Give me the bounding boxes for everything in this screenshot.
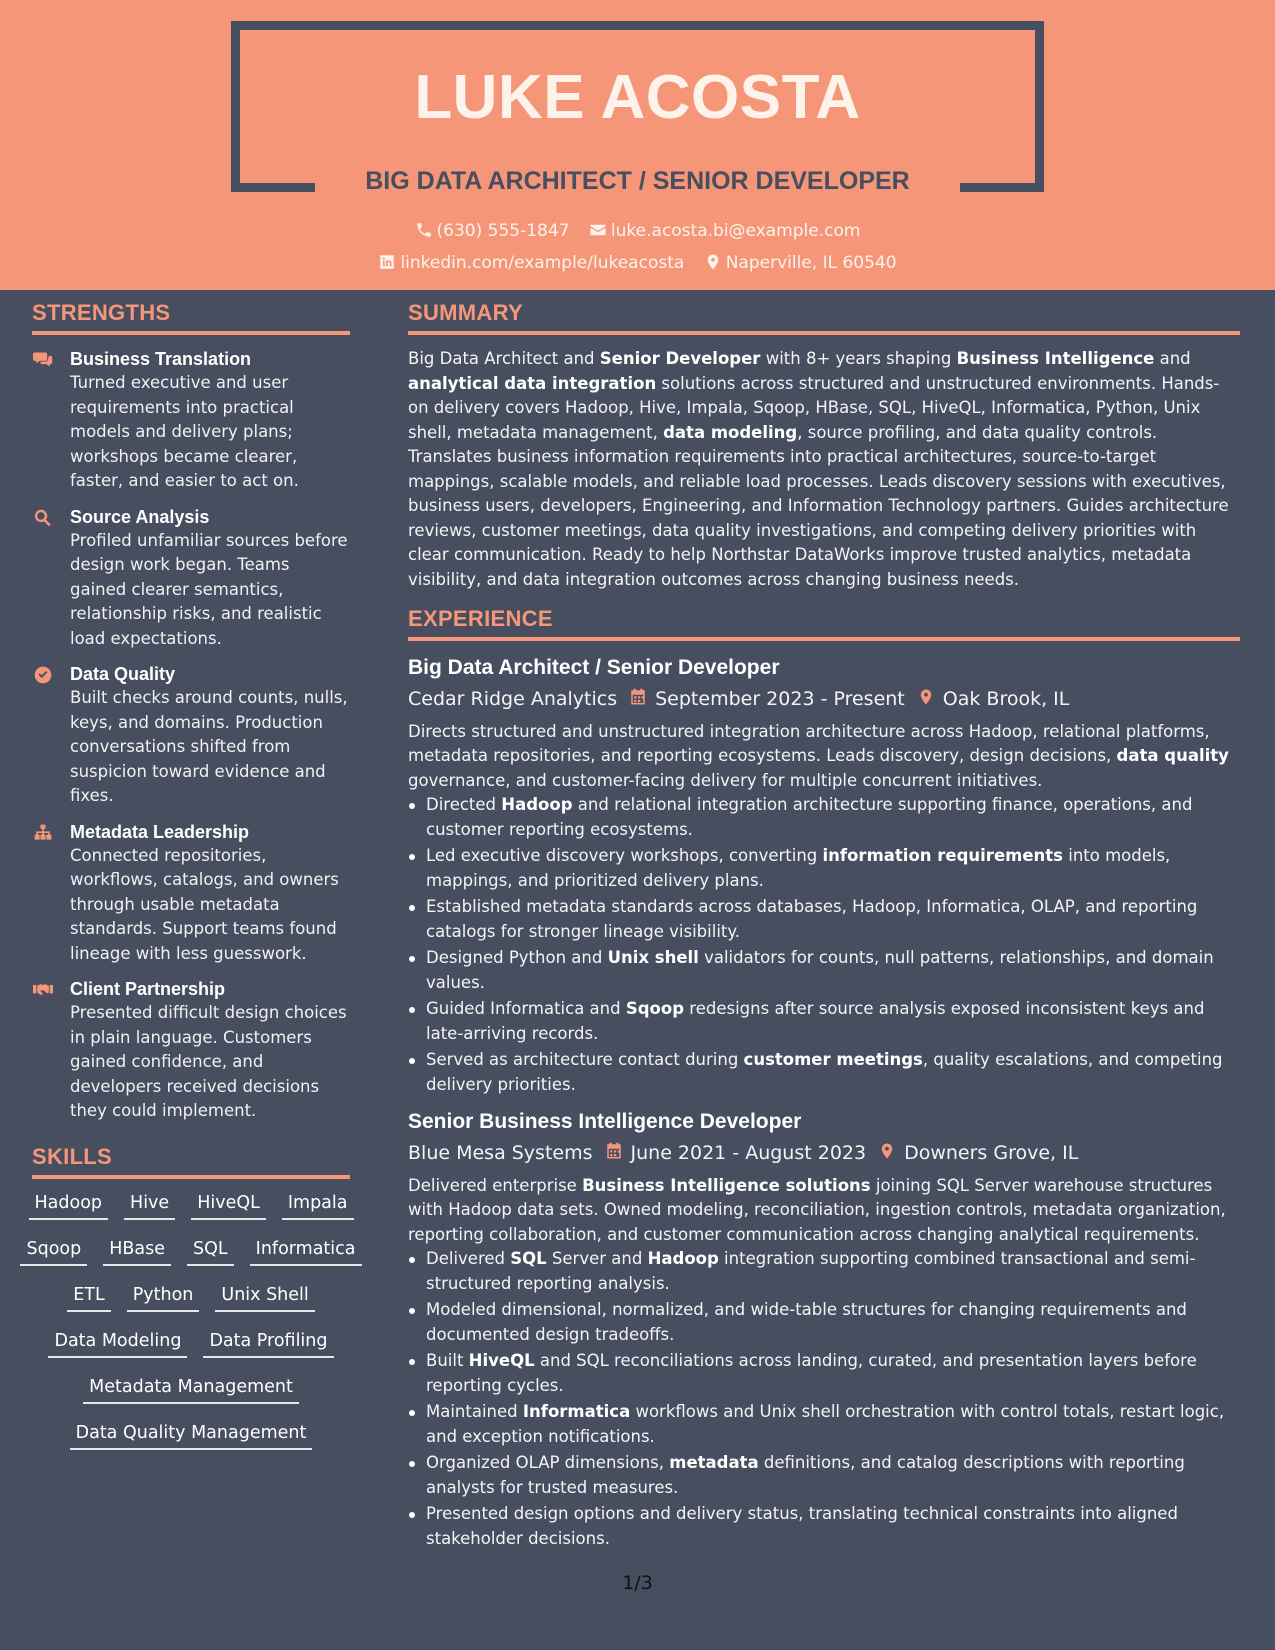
job-bullet [408,946,1240,995]
contact-linkedin-text: linkedin.com/example/lukeacosta [400,253,685,273]
skill-row [32,1329,350,1358]
candidate-role: BIG DATA ARCHITECT / SENIOR DEVELOPER [365,167,910,195]
strength-text [70,820,350,967]
skill-tag: Unix Shell [215,1283,314,1312]
resume-header [0,0,1275,290]
body-text: integration supporting combined transactional and semi-structured reporting analysis. [426,1249,1196,1293]
strength-description: Turned executive and user requirements into practical models and delivery plans; workshops became clearer, faster, and easier to act on. [70,373,299,490]
body-text: and [1154,349,1191,368]
linkedin-icon [378,253,396,271]
emphasis-text: SQL [510,1249,547,1268]
job-bullet [408,1298,1240,1347]
contact-linkedin[interactable] [378,253,684,273]
contact-row-2 [0,253,1275,273]
emphasis-text: data quality [1116,746,1229,765]
job-location: Oak Brook, IL [942,687,1070,710]
skill-tag: Data Modeling [48,1329,187,1358]
skill-tag: Data Quality Management [70,1421,313,1450]
right-column [408,300,1240,1561]
strength-item [32,820,350,967]
skill-tag: Informatica [250,1237,362,1266]
emphasis-text: Senior Developer [599,349,761,368]
emphasis-text: Hadoop [501,795,573,814]
skill-row [26,1237,356,1266]
body-text: governance, and customer-facing delivery for multiple concurrent initiatives. [408,770,1043,790]
emphasis-text: Business Intelligence [956,349,1155,368]
strength-title: Data Quality [70,664,176,684]
strength-description: Built checks around counts, nulls, keys, and domains. Production conversations shifted from suspicion toward evidence and fixes. [70,688,348,805]
emphasis-text: information requirements [822,846,1063,865]
body-text: Guided Informatica and [426,999,626,1018]
job-company: Cedar Ridge Analytics [408,687,618,710]
skill-row [32,1191,350,1220]
skill-row [32,1421,350,1450]
emphasis-text: Informatica [522,1402,631,1421]
skill-tag: Hive [124,1191,175,1220]
map-pin-icon [878,1141,896,1161]
experience-list [408,653,1240,1551]
job-meta [408,1137,1240,1168]
handshake-icon [32,980,54,1000]
job-entry [408,653,1240,1097]
summary-title: SUMMARY [408,300,1240,335]
candidate-name: LUKE ACOSTA [414,63,861,132]
job-description [408,720,1240,794]
emphasis-text: Sqoop [625,999,685,1018]
body-text: solutions across structured and unstructured environments. Hands-on delivery covers Hadoop, Hive, Impala, Sqoop, HBase, SQL, HiveQL, Informatica, Python, Unix shell, metadata management, [408,373,1220,442]
contact-email[interactable] [589,221,861,241]
body-text: Designed Python and [426,948,608,967]
job-title: Big Data Architect / Senior Developer [408,656,780,679]
job-bullet [408,1247,1240,1296]
contact-location-text: Naperville, IL 60540 [725,253,897,273]
contact-email-text: luke.acosta.bi@example.com [610,221,861,241]
strength-icon-wrap [32,820,70,967]
job-bullet [408,1349,1240,1398]
strength-item [32,347,350,494]
job-meta [408,683,1240,714]
body-text: workflows and Unix shell orchestration with control totals, restart logic, and exception notifications. [426,1402,1225,1446]
contact-location [704,253,897,273]
skill-row [32,1283,350,1312]
search-icon [32,508,54,528]
left-column [26,300,356,1467]
strength-text [70,662,350,809]
check-circle-icon [32,665,54,685]
emphasis-text: metadata [669,1453,759,1472]
job-company: Blue Mesa Systems [408,1141,593,1164]
emphasis-text: data modeling [663,422,798,442]
body-text: Organized OLAP dimensions, [426,1453,670,1472]
body-text: Built [426,1351,469,1370]
strength-item [32,977,350,1124]
body-text: Presented design options and delivery status, translating technical constraints into aligned stakeholder decisions. [426,1504,1178,1548]
body-text: and SQL reconciliations across landing, curated, and presentation layers before reporting cycles. [426,1351,1197,1395]
job-description [408,1174,1240,1248]
page-indicator: 1/3 [622,1572,653,1594]
job-location: Downers Grove, IL [904,1141,1079,1164]
body-text: Led executive discovery workshops, converting [426,846,823,865]
emphasis-text: Hadoop [647,1249,719,1268]
emphasis-text: customer meetings [743,1050,923,1069]
body-text: and relational integration architecture supporting finance, operations, and customer reporting ecosystems. [426,795,1193,839]
body-text: Served as architecture contact during [426,1050,744,1069]
body-text: Modeled dimensional, normalized, and wide-table structures for changing requirements and documented design tradeoffs. [426,1300,1187,1344]
sitemap-icon [32,823,54,843]
summary-text [408,347,1240,592]
skill-row [32,1375,350,1404]
skills-list [26,1191,356,1450]
job-bullet-list [408,793,1240,1097]
strength-icon-wrap [32,347,70,494]
strength-icon-wrap [32,505,70,652]
contact-phone-text: (630) 555-1847 [436,221,570,241]
job-bullet [408,1451,1240,1500]
skill-tag: Sqoop [20,1237,87,1266]
job-dates: June 2021 - August 2023 [630,1141,867,1164]
strength-item [32,505,350,652]
skill-tag: HBase [103,1237,171,1266]
emphasis-text: analytical data integration [408,373,657,393]
strength-title: Business Translation [70,349,252,369]
job-bullet [408,1048,1240,1097]
phone-icon [415,221,433,239]
skill-tag: SQL [187,1237,234,1266]
job-bullet-list [408,1247,1240,1551]
skill-tag: Impala [282,1191,354,1220]
skill-tag: HiveQL [191,1191,266,1220]
strengths-title: STRENGTHS [32,300,350,335]
body-text: Established metadata standards across databases, Hadoop, Informatica, OLAP, and reporting catalogs for stronger lineage visibility. [426,897,1198,941]
map-pin-icon [704,253,722,271]
job-dates: September 2023 - Present [655,687,905,710]
strength-description: Profiled unfamiliar sources before design work began. Teams gained clearer semantics, relationship risks, and realistic load expectations. [70,530,348,648]
job-bullet [408,895,1240,944]
map-pin-icon [917,687,935,707]
envelope-icon [589,221,607,239]
strength-title: Client Partnership [70,979,226,999]
job-bullet [408,1400,1240,1449]
strengths-list [32,347,350,1124]
strength-title: Metadata Leadership [70,821,250,842]
strength-item [32,662,350,809]
job-bullet [408,793,1240,842]
body-text: Directs structured and unstructured integration architecture across Hadoop, relational platforms, metadata repositories, and reporting ecosystems. Leads discovery, design decisions, [408,721,1210,765]
skill-tag: ETL [67,1283,111,1312]
body-text: redesigns after source analysis exposed inconsistent keys and late-arriving records. [426,999,1205,1043]
skill-tag: Hadoop [29,1191,109,1220]
body-text: , source profiling, and data quality controls. Translates business information requirements into practical architectures, source-to-target mappings, scalable models, and reliable load processes. Leads discovery sessions with executives, business users, developers, Engineering, and Information Technology partners. Guides architecture reviews, customer meetings, data quality investigations, and competing delivery priorities with clear communication. Ready to help Northstar DataWorks improve trusted analytics, metadata visibility, and data integration outcomes across changing business needs. [408,422,1229,589]
body-text: Maintained [426,1402,523,1421]
strength-icon-wrap [32,662,70,809]
body-text: Directed [426,795,502,814]
strength-text [70,977,350,1124]
experience-title: EXPERIENCE [408,606,1240,641]
body-text: Server and [546,1249,648,1268]
strength-text [70,505,350,652]
skill-tag: Python [127,1283,200,1312]
strength-description: Connected repositories, workflows, catalogs, and owners through usable metadata standards. Support teams found lineage with less guesswork. [70,845,339,963]
body-text: Delivered [426,1249,511,1268]
skill-tag: Metadata Management [83,1375,299,1404]
contact-phone[interactable] [415,221,570,241]
calendar-icon [605,1141,623,1161]
body-text: Delivered enterprise [408,1175,583,1195]
body-text: into models, mappings, and prioritized delivery plans. [426,846,1171,890]
job-bullet [408,844,1240,893]
body-text: validators for counts, null patterns, relationships, and domain values. [426,948,1214,992]
job-title: Senior Business Intelligence Developer [408,1110,802,1133]
contact-row-1 [0,221,1275,241]
strength-description: Presented difficult design choices in plain language. Customers gained confidence, and developers received decisions they could implement. [70,1003,347,1120]
strength-icon-wrap [32,977,70,1124]
body-text: joining SQL Server warehouse structures with Hadoop data sets. Owned modeling, reconciliation, ingestion controls, metadata organization, reporting collaboration, and customer communication across changing analytical requirements. [408,1175,1226,1244]
strength-title: Source Analysis [70,506,210,527]
body-text: Big Data Architect and [408,349,600,368]
emphasis-text: Business Intelligence solutions [582,1175,871,1195]
body-text: , quality escalations, and competing delivery priorities. [426,1050,1223,1094]
strength-text [70,347,350,494]
skill-tag: Data Profiling [203,1329,333,1358]
job-bullet [408,1502,1240,1551]
emphasis-text: HiveQL [468,1351,535,1370]
skills-title: SKILLS [32,1144,350,1179]
job-bullet [408,997,1240,1046]
calendar-icon [629,687,647,707]
body-text: definitions, and catalog descriptions with reporting analysts for trusted measures. [426,1453,1185,1497]
emphasis-text: Unix shell [607,948,699,967]
body-text: with 8+ years shaping [760,349,957,368]
job-entry [408,1107,1240,1551]
comments-icon [32,350,54,370]
